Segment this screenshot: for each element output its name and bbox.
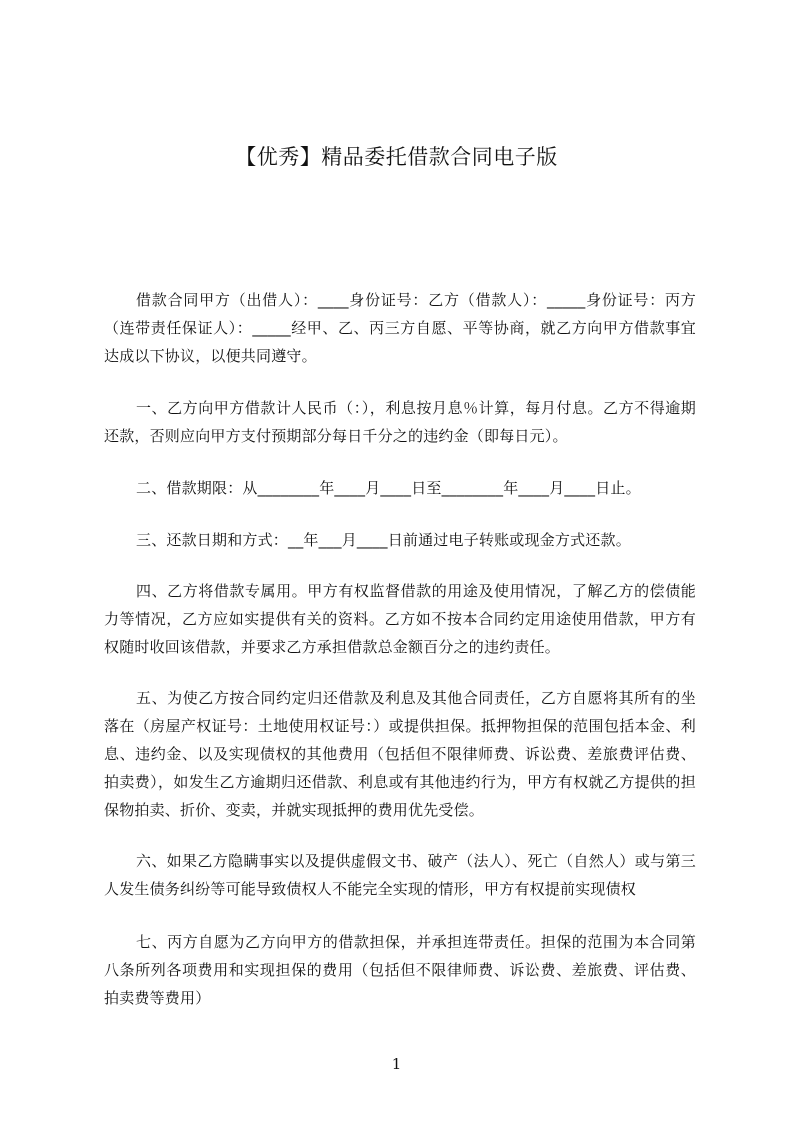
page-number: 1 [391,1055,402,1073]
paragraph-clause-1: 一、乙方向甲方借款计人民币（：），利息按月息％计算，每月付息。乙方不得逾期还款，否则应向甲方支付预期部分每日千分之的违约金（即每日元）。 [104,399,696,445]
paragraph-clause-2: 二、借款期限：从________年____月____日至________年____月____日止。 [136,479,641,497]
paragraph-clause-4: 四、乙方将借款专属用。甲方有权监督借款的用途及使用情况，了解乙方的偿债能力等情况，乙方应如实提供有关的资料。乙方如不按本合同约定用途使用借款，甲方有权随时收回该借款，并要求乙方承担借款总金额百分之的违约责任。 [104,582,696,656]
paragraph-clause-3: 三、还款日期和方式：__年___月____日前通过电子转账或现金方式还款。 [136,531,631,549]
document-title: 【优秀】精品委托借款合同电子版 [235,145,558,169]
paragraph-clause-6: 六、如果乙方隐瞒事实以及提供虚假文书、破产（法人）、死亡（自然人）或与第三人发生债务纠纷等可能导致债权人不能完全实现的情形，甲方有权提前实现债权 [104,852,696,898]
paragraph-clause-5: 五、为使乙方按合同约定归还借款及利息及其他合同责任，乙方自愿将其所有的坐落在（房屋产权证号：土地使用权证号：）或提供担保。抵押物担保的范围包括本金、利息、违约金、以及实现债权的其他费用（包括但不限律师费、诉讼费、差旅费评估费、拍卖费），如发生乙方逾期归还借款、利息或有其他违约行为，甲方有权就乙方提供的担保物拍卖、折价、变卖，并就实现抵押的费用优先受偿。 [104,689,696,819]
paragraph-clause-7: 七、丙方自愿为乙方向甲方的借款担保，并承担连带责任。担保的范围为本合同第八条所列各项费用和实现担保的费用（包括但不限律师费、诉讼费、差旅费、评估费、拍卖费等费用） [104,933,696,1007]
paragraph-preamble: 借款合同甲方（出借人）：____身份证号：乙方（借款人）：_____身份证号：丙方（连带责任保证人）：_____经甲、乙、丙三方自愿、平等协商，就乙方向甲方借款事宜达成以下协议，以便共同遵守。 [104,291,696,365]
